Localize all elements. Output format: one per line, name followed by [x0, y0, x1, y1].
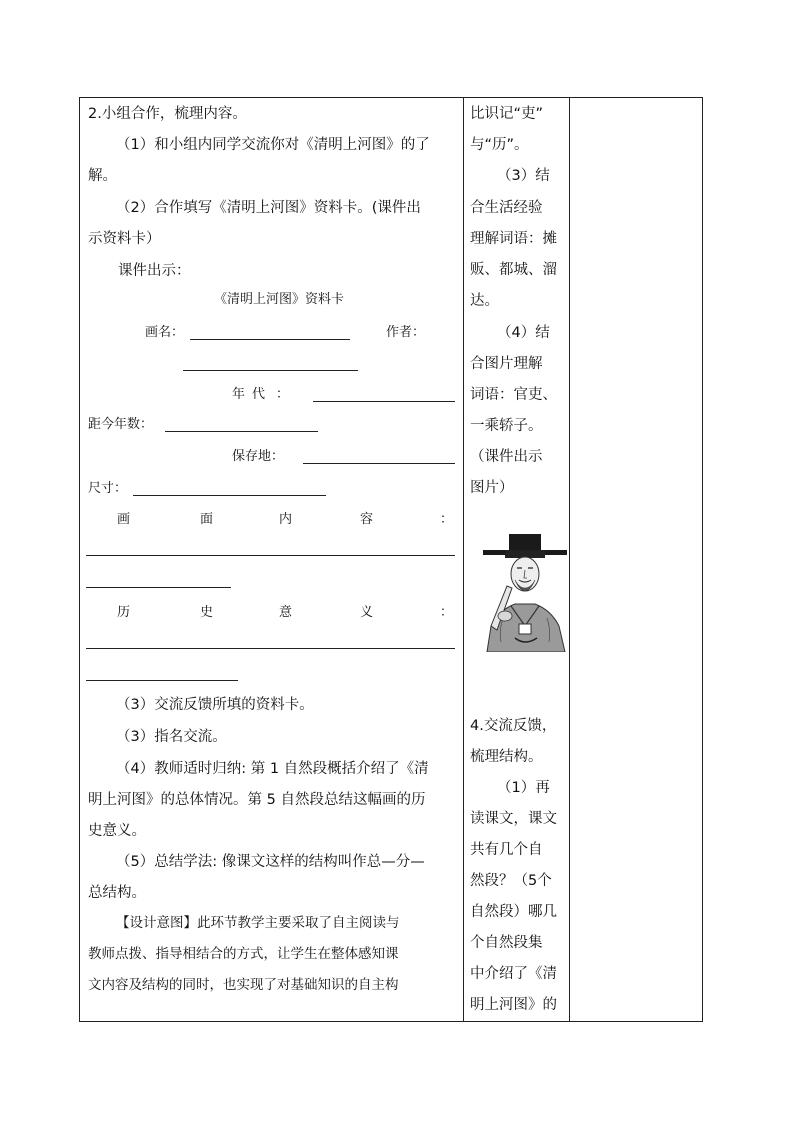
- paragraph-line: （5）总结学法: 像课文这样的结构叫作总—分—: [116, 854, 425, 870]
- step-heading: 2.小组合作，梳理内容。: [88, 106, 247, 122]
- card-blank-meaning[interactable]: [86, 648, 455, 649]
- design-intent-line: 教师点拨、指导相结合的方式，让学生在整体感知课: [88, 946, 399, 962]
- card-label-content: ：: [440, 512, 454, 527]
- card-label-meaning: 意: [279, 605, 293, 620]
- column-divider-2: [569, 97, 570, 1022]
- column-divider-1: [463, 97, 464, 1022]
- card-label-era: 年: [232, 387, 246, 402]
- paragraph-line: （3）指名交流。: [116, 729, 227, 745]
- card-blank-author[interactable]: [183, 370, 358, 371]
- middle-line: 贩、都城、溜: [470, 262, 557, 278]
- card-blank-meaning[interactable]: [86, 680, 238, 681]
- middle-line: 明上河图》的: [470, 997, 557, 1013]
- middle-line: （1）再: [497, 780, 550, 796]
- card-blank-content[interactable]: [86, 587, 231, 588]
- card-label-content: 容: [360, 512, 374, 527]
- card-blank-years[interactable]: [165, 431, 318, 432]
- paragraph-line: （3）交流反馈所填的资料卡。: [116, 697, 314, 713]
- middle-line: 4.交流反馈，: [470, 718, 557, 734]
- middle-line: 达。: [470, 293, 499, 309]
- middle-line: 共有几个自: [470, 842, 543, 858]
- middle-line: 读课文，课文: [470, 811, 557, 827]
- card-label-size: 尺寸：: [88, 481, 128, 496]
- card-label-era: 代: [252, 387, 266, 402]
- card-blank-content[interactable]: [86, 555, 455, 556]
- card-blank-location[interactable]: [303, 463, 455, 464]
- middle-line: 合生活经验: [470, 200, 543, 216]
- paragraph-line: 明上河图》的总体情况。第 5 自然段总结这幅画的历: [88, 792, 426, 808]
- middle-line: 比识记“吏”: [470, 106, 544, 122]
- middle-line: 一乘轿子。: [470, 418, 543, 434]
- paragraph-line: 解。: [88, 168, 117, 184]
- card-title: 《清明上河图》资料卡: [214, 292, 345, 307]
- card-label-meaning: 史: [200, 605, 214, 620]
- lesson-table: [79, 97, 703, 1022]
- middle-line: 理解词语：摊: [470, 231, 557, 247]
- design-intent-line: 【设计意图】此环节教学主要采取了自主阅读与: [116, 915, 400, 931]
- paragraph-line: 示资料卡）: [88, 231, 161, 247]
- middle-line: 中介绍了《清: [470, 966, 557, 982]
- middle-line: 图片）: [470, 480, 514, 496]
- paragraph-line: （1）和小组内同学交流你对《清明上河图》的了: [116, 137, 430, 153]
- card-label-content: 内: [279, 512, 293, 527]
- middle-line: 与“历”。: [470, 137, 529, 153]
- card-blank-name[interactable]: [190, 339, 350, 340]
- paragraph-line: 总结构。: [88, 885, 146, 901]
- card-label-content: 画: [117, 512, 131, 527]
- card-label-era: ：: [276, 387, 290, 402]
- middle-line: （4）结: [497, 325, 550, 341]
- card-label-name: 画名：: [145, 325, 185, 340]
- card-label-content: 面: [200, 512, 214, 527]
- paragraph-line: （4）教师适时归纳: 第 1 自然段概括介绍了《清: [116, 761, 429, 777]
- card-blank-size[interactable]: [133, 495, 326, 496]
- card-label-meaning: 义: [360, 605, 374, 620]
- card-label-author: 作者：: [386, 325, 426, 340]
- middle-line: （课件出示: [470, 449, 543, 465]
- card-blank-era[interactable]: [313, 401, 455, 402]
- middle-line: 然段？（5个: [470, 873, 552, 889]
- official-portrait-image: [481, 530, 569, 652]
- design-intent-line: 文内容及结构的同时，也实现了对基础知识的自主构: [88, 977, 399, 993]
- card-label-location: 保存地：: [232, 449, 285, 464]
- middle-line: 自然段）哪几: [470, 904, 557, 920]
- middle-line: 合图片理解: [470, 356, 543, 372]
- card-label-meaning: 历: [117, 605, 131, 620]
- card-label-meaning: ：: [440, 605, 454, 620]
- card-label-years: 距今年数：: [88, 417, 154, 432]
- paragraph-line: 课件出示：: [118, 263, 191, 279]
- middle-line: （3）结: [497, 168, 550, 184]
- middle-line: 词语：官吏、: [470, 387, 557, 403]
- middle-line: 梳理结构。: [470, 749, 543, 765]
- middle-line: 个自然段集: [470, 935, 543, 951]
- paragraph-line: （2）合作填写《清明上河图》资料卡。(课件出: [116, 200, 421, 216]
- paragraph-line: 史意义。: [88, 823, 146, 839]
